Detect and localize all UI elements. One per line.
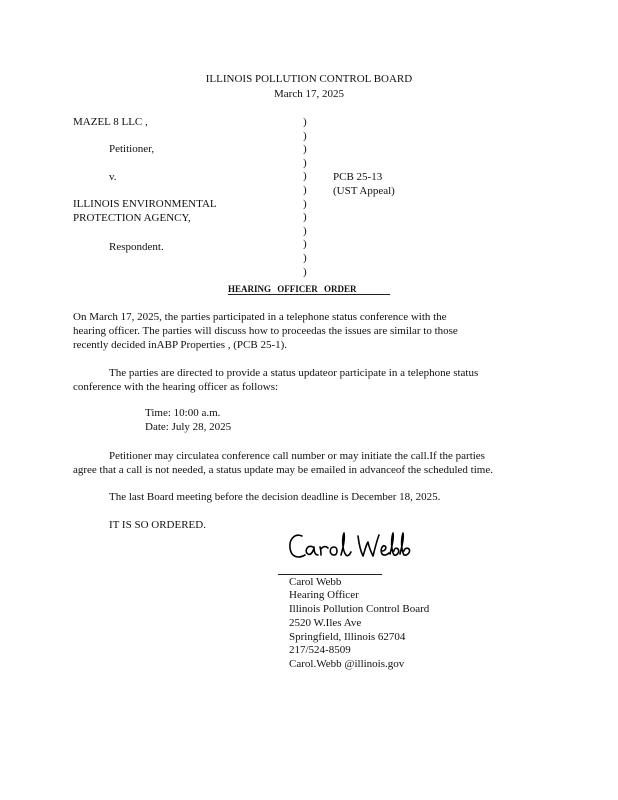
- paragraph-2-line-2: conference with the hearing officer as follows:: [73, 381, 279, 393]
- handwritten-signature: [286, 530, 416, 566]
- respondent-role: Respondent.: [109, 241, 164, 253]
- case-number: PCB 25-13: [333, 171, 383, 183]
- signer-address-line1: 2520 W.Iles Ave: [289, 617, 362, 629]
- respondent-name-line2: PROTECTION AGENCY,: [73, 212, 191, 224]
- petitioner-name: MAZEL 8 LLC ,: [73, 116, 148, 128]
- signer-email: Carol.Webb @illinois.gov: [289, 658, 405, 670]
- signer-phone: 217/524-8509: [289, 644, 351, 656]
- versus-label: v.: [109, 171, 117, 183]
- paragraph-2-line-1: The parties are directed to provide a status updateor participate in a telephone status: [109, 367, 479, 379]
- paragraph-4: The last Board meeting before the decision deadline is December 18, 2025.: [109, 491, 441, 503]
- respondent-name-line1: ILLINOIS ENVIRONMENTAL: [73, 198, 217, 210]
- paragraph-1-line-2: hearing officer. The parties will discuss how to proceedas the issues are similar to those: [73, 325, 458, 337]
- signature-line: [278, 574, 382, 575]
- case-type: (UST Appeal): [333, 185, 395, 197]
- signer-name: Carol Webb: [289, 576, 342, 588]
- order-title: HEARING OFFICER ORDER: [228, 284, 357, 294]
- signer-title: Hearing Officer: [289, 589, 359, 601]
- paragraph-1-line-3: recently decided inABP Properties , (PCB 25-1).: [73, 339, 288, 351]
- schedule-time: Time: 10:00 a.m.: [145, 407, 221, 419]
- order-title-underline: [228, 294, 390, 295]
- board-name: ILLINOIS POLLUTION CONTROL BOARD: [205, 73, 413, 85]
- order-date: March 17, 2025: [274, 88, 344, 100]
- signer-address-line2: Springfield, Illinois 62704: [289, 631, 406, 643]
- paragraph-3-line-2: agree that a call is not needed, a status update may be emailed in advanceof the scheduled time.: [73, 464, 493, 476]
- so-ordered: IT IS SO ORDERED.: [109, 519, 206, 531]
- schedule-date: Date: July 28, 2025: [145, 421, 232, 433]
- paragraph-3-line-1: Petitioner may circulatea conference call number or may initiate the call.If the parties: [109, 450, 485, 462]
- caption-bracket-column: ) ) ) ) ) ) ) ) ) ) ) ): [303, 116, 307, 278]
- signer-organization: Illinois Pollution Control Board: [289, 603, 430, 615]
- petitioner-role: Petitioner,: [109, 143, 155, 155]
- paragraph-1-line-1: On March 17, 2025, the parties participated in a telephone status conference with the: [73, 311, 447, 323]
